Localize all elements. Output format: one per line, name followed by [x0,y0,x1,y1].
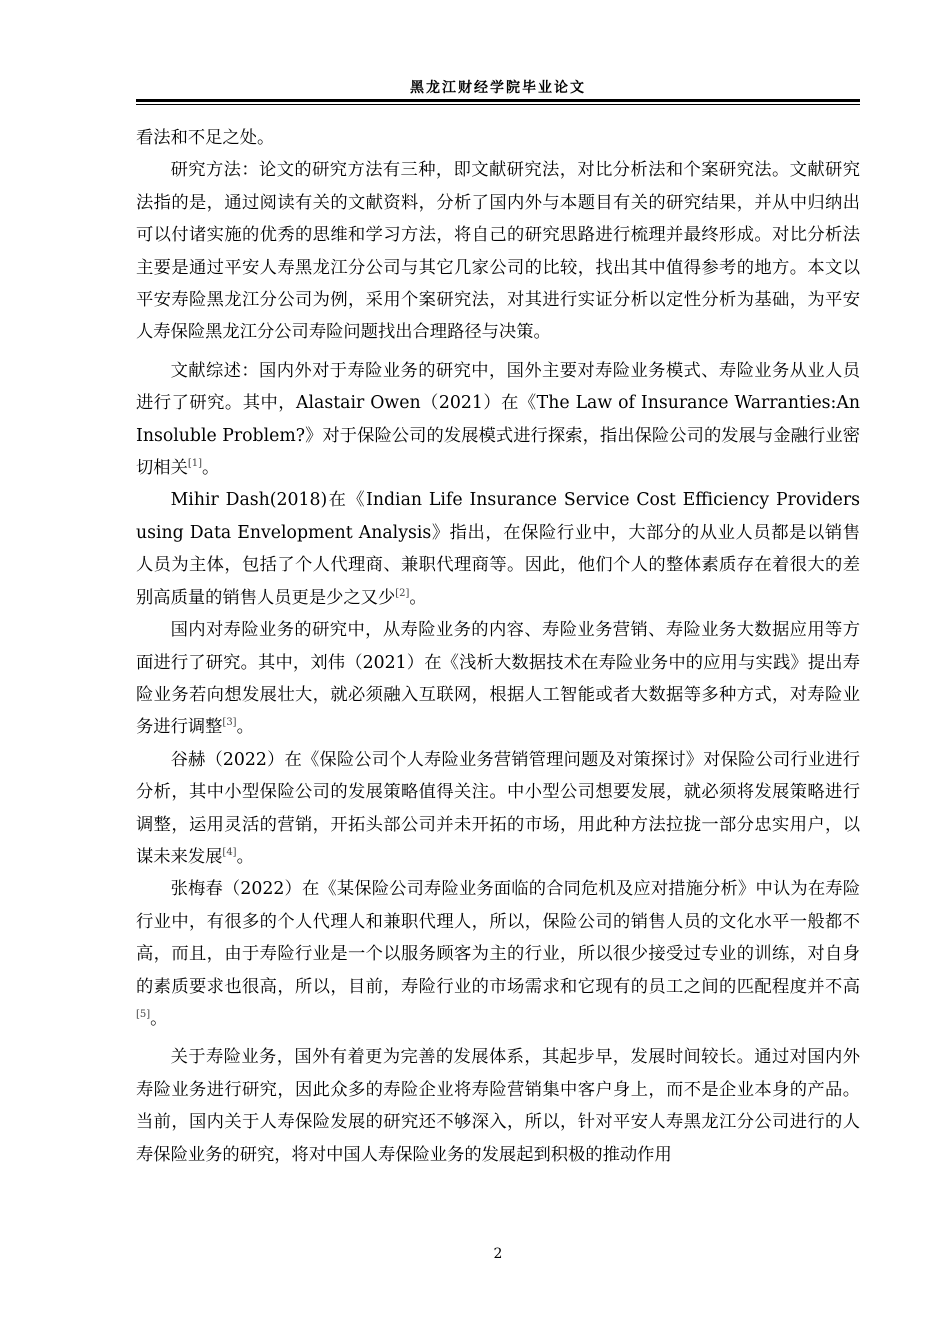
paragraph-tail: 。 [202,458,220,479]
citation-marker: [2] [395,587,410,599]
citation-marker: [1] [187,458,203,470]
paragraph-tail: 。 [236,717,254,738]
paragraph-text: 关于寿险业务，国外有着更为完善的发展体系，其起步早，发展时间较长。通过对国内外寿险业务进行研究，因此众多的寿险企业将寿险营销集中客户身上，而不是企业本身的产品。当前，国内关于人寿保险发展的研究还不够深入，所以，针对平安人寿黑龙江分公司进行的人寿保险业务的研究，将对中国人寿保险业务的发展起到积极的推动作用 [136,1047,860,1165]
paragraph-tail: 。 [409,587,427,608]
paragraph-summary [136,1041,860,1171]
citation-marker: [5] [136,1009,151,1021]
paragraph-text: 文献综述：国内外对于寿险业务的研究中，国外主要对寿险业务模式、寿险业务从业人员进行了研究。其中，Alastair Owen（2021）在《The Law of Insurance Warranties:An Insoluble Problem?》对于保险公司的发展模式进行探索，指出保险公司的发展与金融行业密切相关 [136,360,860,479]
page-header-title: 黑龙江财经学院毕业论文 [410,80,586,96]
paragraph-guhe [136,744,860,874]
paragraph-continuation [136,122,860,154]
paragraph-text: 张梅春（2022）在《某保险公司寿险业务面临的合同危机及应对措施分析》中认为在寿险行业中，有很多的个人代理人和兼职代理人，所以，保险公司的销售人员的文化水平一般都不高，而且，由于寿险行业是一个以服务顾客为主的行业，所以很少接受过专业的训练，对自身的素质要求也很高，所以，目前，寿险行业的市场需求和它现有的员工之间的匹配程度并不高 [136,879,860,997]
document-body [136,122,860,1171]
paragraph-dash [136,484,860,614]
paragraph-text: 研究方法：论文的研究方法有三种，即文献研究法，对比分析法和个案研究法。文献研究法指的是，通过阅读有关的文献资料，分析了国内外与本题目有关的研究结果，并从中归纳出可以付诸实施的优秀的思维和学习方法，将自己的研究思路进行梳理并最终形成。对比分析法主要是通过平安人寿黑龙江分公司与其它几家公司的比较，找出其中值得参考的地方。本文以平安寿险黑龙江分公司为例，采用个案研究法，对其进行实证分析以定性分析为基础，为平安人寿保险黑龙江分公司寿险问题找出合理路径与决策。 [136,160,860,343]
paragraph-literature-review [136,355,860,485]
paragraph-domestic-research [136,614,860,744]
paragraph-research-methods [136,154,860,348]
paragraph-text: 看法和不足之处。 [136,128,275,148]
header-rule-thick [136,99,860,102]
citation-marker: [4] [222,847,237,859]
paragraph-zhangmeichun [136,873,860,1035]
paragraph-text: 国内对寿险业务的研究中，从寿险业务的内容、寿险业务营销、寿险业务大数据应用等方面进行了研究。其中，刘伟（2021）在《浅析大数据技术在寿险业务中的应用与实践》提出寿险业务若向想发展壮大，就必须融入互联网，根据人工智能或者大数据等多种方式，对寿险业务进行调整 [136,620,860,738]
paragraph-tail: 。 [236,846,254,867]
header-rule-thin [136,104,860,105]
citation-marker: [3] [222,717,237,729]
paragraph-text: 谷赫（2022）在《保险公司个人寿险业务营销管理问题及对策探讨》对保险公司行业进行分析，其中小型保险公司的发展策略值得关注。中小型公司想要发展，就必须将发展策略进行调整，运用灵活的营销，开拓头部公司并未开拓的市场，用此种方法拉拢一部分忠实用户，以谋未来发展 [136,749,860,867]
paragraph-tail: 。 [150,1008,168,1029]
paragraph-text: Mihir Dash(2018)在《Indian Life Insurance Service Cost Efficiency Providers using Data Envelopment Analysis》指出，在保险行业中，大部分的从业人员都是以销售人员为主体，包括了个人代理商、兼职代理商等。因此，他们个人的整体素质存在着很大的差别高质量的销售人员更是少之又少 [136,490,860,608]
page-number: 2 [493,1246,503,1262]
